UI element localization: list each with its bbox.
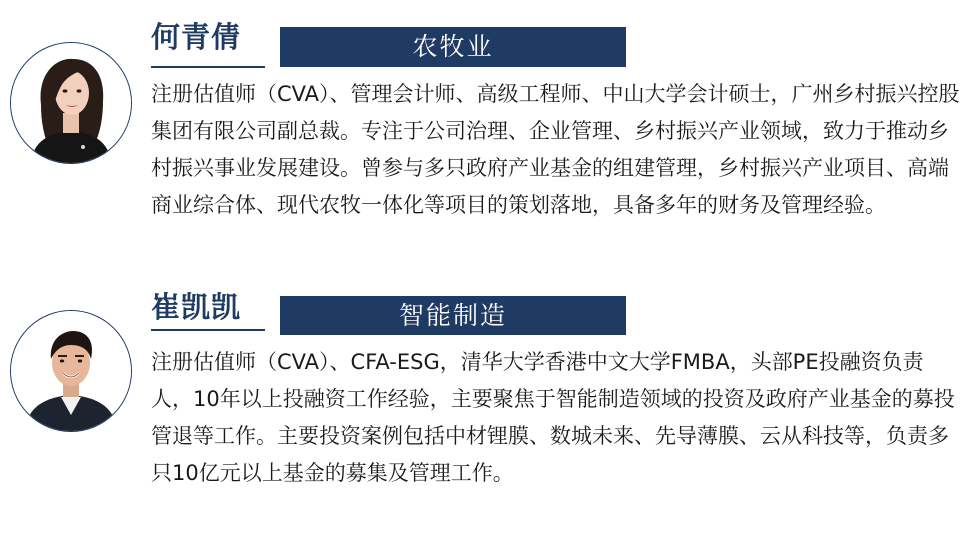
person-name: 崔凯凯 xyxy=(151,290,242,324)
sector-tag: 智能制造 xyxy=(280,296,626,335)
bio-text: 注册估值师（CVA）、CFA-ESG，清华大学香港中文大学FMBA，头部PE投融资负责人，10年以上投融资工作经验，主要聚焦于智能制造领域的投资及政府产业基金的募投管退等工作。主要投资案例包括中材锂膜、数城未来、先导薄膜、云从科技等，负责多只10亿元以上基金的募集及管理工作。 xyxy=(151,350,955,485)
man-portrait-icon xyxy=(11,311,131,431)
sector-tag: 农牧业 xyxy=(280,27,626,67)
avatar xyxy=(10,310,132,432)
avatar xyxy=(10,42,132,164)
profile-card xyxy=(0,270,980,541)
woman-portrait-icon xyxy=(11,43,131,163)
name-underline xyxy=(151,329,265,331)
bio-text: 注册估值师（CVA）、管理会计师、高级工程师、中山大学会计硕士，广州乡村振兴控股集团有限公司副总裁。专注于公司治理、企业管理、乡村振兴产业领域，致力于推动乡村振兴事业发展建设。曾参与多只政府产业基金的组建管理，乡村振兴产业项目、高端商业综合体、现代农牧一体化等项目的策划落地，具备多年的财务及管理经验。 xyxy=(151,82,960,217)
name-underline xyxy=(151,66,265,68)
person-name: 何青倩 xyxy=(151,20,242,54)
profile-card xyxy=(0,0,980,270)
